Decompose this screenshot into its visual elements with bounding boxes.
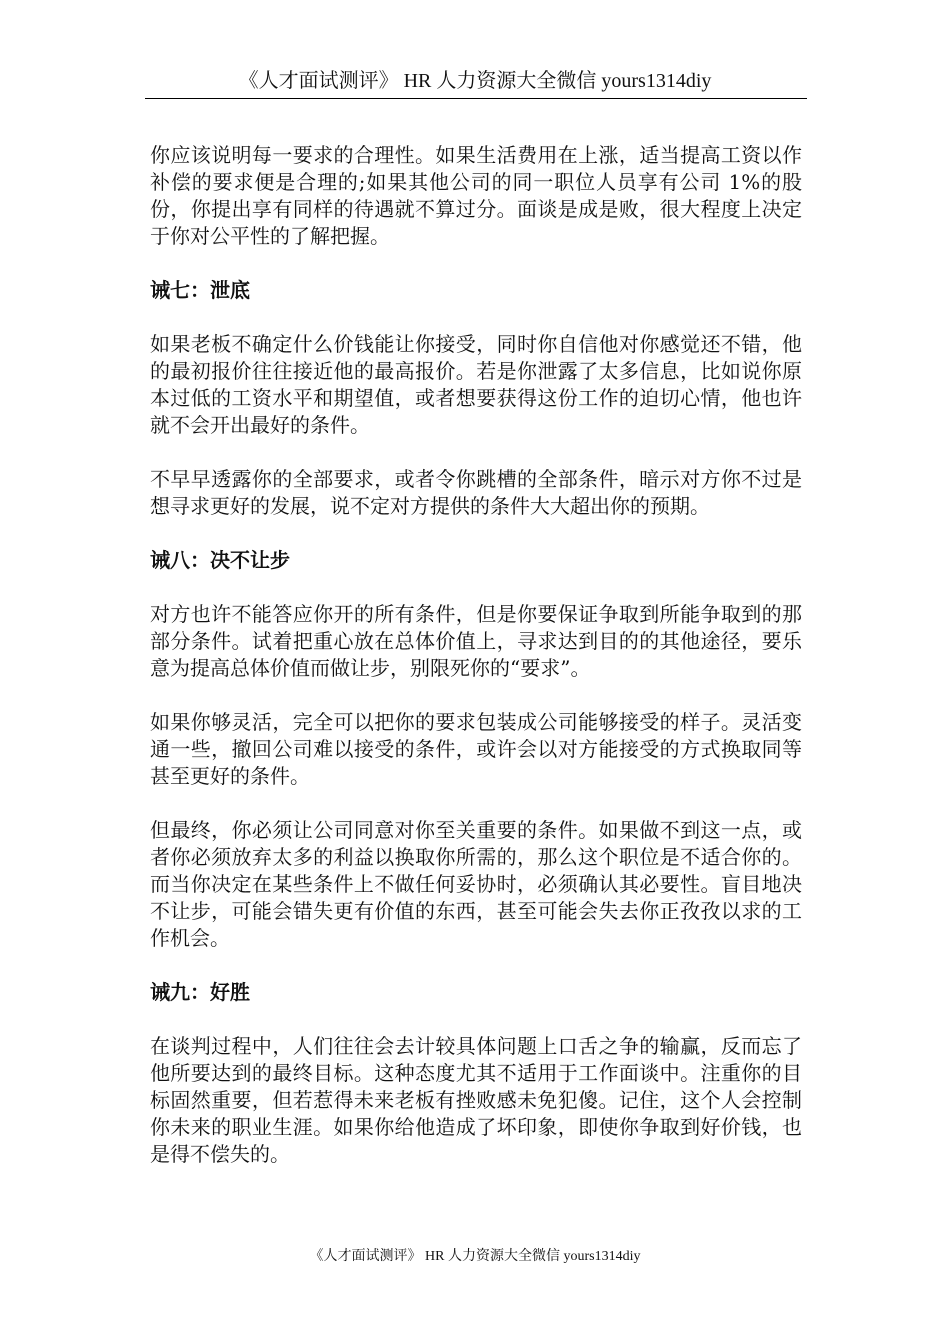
paragraph-flexible: 如果你够灵活，完全可以把你的要求包装成公司能够接受的样子。灵活变通一些，撤回公司难以接受的条件，或许会以对方能接受的方式换取同等甚至更好的条件。 (150, 710, 802, 788)
paragraph-reveal: 不早早透露你的全部要求，或者令你跳槽的全部条件，暗示对方你不过是想寻求更好的发展，说不定对方提供的条件大大超出你的预期。 (150, 467, 802, 518)
paragraph-competitive: 在谈判过程中，人们往往会去计较具体问题上口舌之争的输赢，反而忘了他所要达到的最终目标。这种态度尤其不适用于工作面谈中。注重你的目标固然重要，但若惹得未来老板有挫败感未免犯傻。记住，这个人会控制你未来的职业生涯。如果你给他造成了坏印象，即使你争取到好价钱，也是得不偿失的。 (150, 1034, 802, 1166)
paragraph-fairness: 你应该说明每一要求的合理性。如果生活费用在上涨，适当提高工资以作补偿的要求便是合理的;如果其他公司的同一职位人员享有公司 1%的股份，你提出享有同样的待遇就不算过分。面谈是成是败，很大程度上决定于你对公平性的了解把握。 (150, 143, 802, 248)
page-header: 《人才面试测评》 HR 人力资源大全微信 yours1314diy (238, 70, 712, 92)
paragraph-concession: 对方也许不能答应你开的所有条件，但是你要保证争取到所能争取到的那部分条件。试着把重心放在总体价值上，寻求达到目的的其他途径，要乐意为提高总体价值而做让步，别限死你的“要求”。 (150, 602, 802, 680)
paragraph-essential: 但最终，你必须让公司同意对你至关重要的条件。如果做不到这一点，或者你必须放弃太多的利益以换取你所需的，那么这个职位是不适合你的。而当你决定在某些条件上不做任何妥协时，必须确认其必要性。盲目地决不让步，可能会错失更有价值的东西，甚至可能会失去你正孜孜以求的工作机会。 (150, 818, 802, 950)
heading-rule-seven: 诫七：泄底 (150, 278, 250, 302)
page-footer: 《人才面试测评》 HR 人力资源大全微信 yours1314diy (309, 1249, 641, 1264)
heading-rule-nine: 诫九：好胜 (150, 980, 250, 1004)
header-divider (145, 98, 807, 99)
document-body (150, 142, 802, 1195)
paragraph-offer: 如果老板不确定什么价钱能让你接受，同时你自信他对你感觉还不错，他的最初报价往往接近他的最高报价。若是你泄露了太多信息，比如说你原本过低的工资水平和期望值，或者想要获得这份工作的迫切心情，他也许就不会开出最好的条件。 (150, 332, 802, 437)
heading-rule-eight: 诫八：决不让步 (150, 548, 290, 572)
